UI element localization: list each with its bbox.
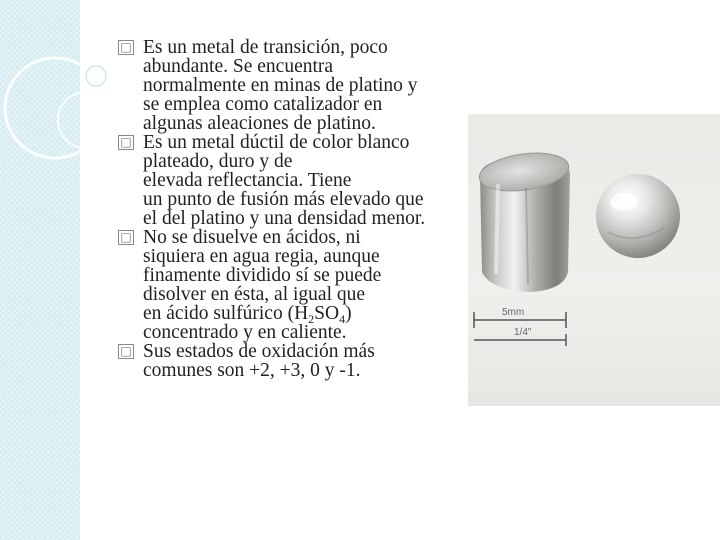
bullet-line: algunas aleaciones de platino.: [143, 113, 376, 134]
formula-text: SO: [314, 303, 340, 324]
bullet-line: un punto de fusión más elevado que: [143, 189, 424, 210]
bullet-line: siquiera en agua regia, aunque: [143, 246, 380, 267]
bullet-line: Sus estados de oxidación más: [143, 341, 375, 362]
bullet-marker-icon: □: [118, 344, 134, 359]
formula-text: en ácido sulfúrico (H: [143, 303, 309, 324]
bullet-line: finamente dividido sí se puede: [143, 265, 382, 286]
formula-line: [143, 303, 458, 326]
bullet-item: [118, 342, 458, 380]
bullet-line: plateado, duro y de: [143, 151, 293, 172]
formula-subscript: 4: [339, 312, 346, 326]
bullet-line: abundante. Se encuentra: [143, 56, 334, 77]
scale-label-mm: 5mm: [502, 307, 525, 318]
cylinder-sample: [477, 148, 571, 292]
bullet-line: normalmente en minas de platino y: [143, 75, 418, 96]
formula-text: ): [345, 303, 352, 324]
bullet-marker-icon: □: [118, 230, 134, 245]
scale-label-inch: 1/4": [514, 327, 532, 338]
bullet-line: No se disuelve en ácidos, ni: [143, 227, 361, 248]
sphere-sample: [596, 174, 680, 258]
bullet-line: se emplea como catalizador en: [143, 94, 383, 115]
metal-samples-photo: [468, 114, 720, 406]
bullet-line: concentrado y en caliente.: [143, 322, 347, 343]
bullet-line: disolver en ésta, al igual que: [143, 284, 366, 305]
bullet-item: [118, 38, 458, 133]
scale-bars: [474, 307, 566, 346]
formula-subscript: 2: [308, 312, 315, 326]
bullet-list: [118, 38, 458, 380]
bullet-line: elevada reflectancia. Tiene: [143, 170, 352, 191]
bullet-marker-icon: □: [118, 40, 134, 55]
bullet-marker-icon: □: [118, 135, 134, 150]
bullet-item: [118, 133, 458, 228]
bullet-line: el del platino y una densidad menor.: [143, 208, 426, 229]
bullet-item: [118, 228, 458, 342]
bullet-line: comunes son +2, +3, 0 y -1.: [143, 360, 361, 381]
bullet-line: Es un metal de transición, poco: [143, 37, 388, 58]
bullet-line: Es un metal dúctil de color blanco: [143, 132, 410, 153]
